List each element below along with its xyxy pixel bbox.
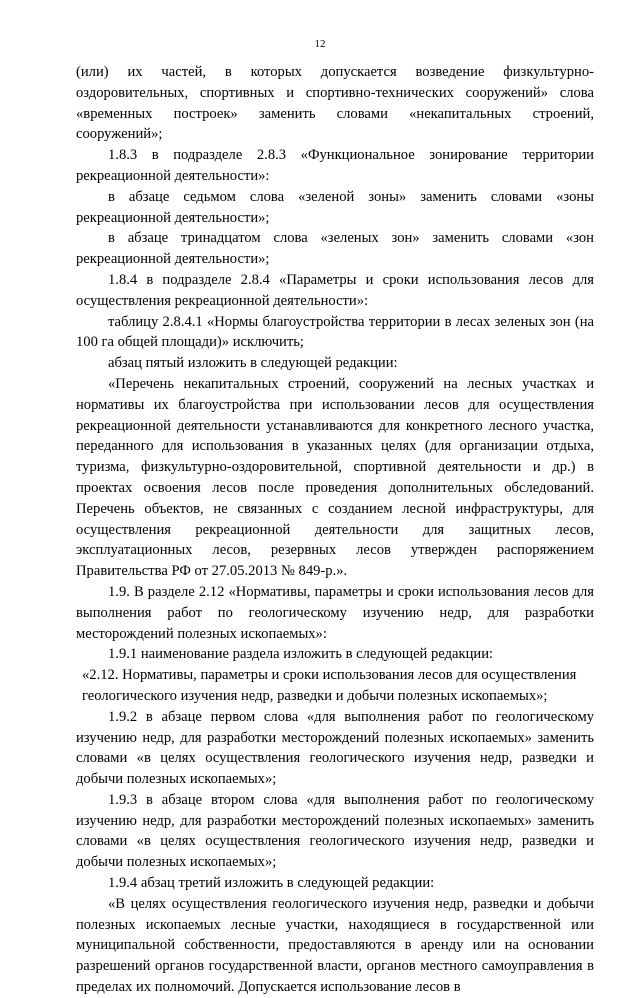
document-body — [76, 62, 594, 998]
paragraph: 1.9. В разделе 2.12 «Нормативы, параметры и сроки использования лесов для выполнения работ по геологическому изучению недр, для разработки месторождений полезных ископаемых»: — [76, 583, 594, 642]
paragraph: в абзаце седьмом слова «зеленой зоны» заменить словами «зоны рекреационной деятельности»; — [76, 188, 594, 226]
paragraph: 1.9.1 наименование раздела изложить в следующей редакции: — [108, 646, 494, 663]
paragraph: 1.9.2 в абзаце первом слова «для выполнения работ по геологическому изучению недр, для разработки месторождений полезных ископаемых» заменить словами «в целях осуществления геологического изучения недр, разведки и добычи полезных ископаемых»; — [76, 708, 594, 788]
paragraph: 1.9.3 в абзаце втором слова «для выполнения работ по геологическому изучению недр, для разработки месторождений полезных ископаемых» заменить словами «в целях осуществления геологического изучения недр, разведки и добычи полезных ископаемых»; — [76, 791, 594, 871]
paragraph: 1.8.4 в подразделе 2.8.4 «Параметры и сроки использования лесов для осуществления рекреационной деятельности»: — [76, 271, 594, 309]
paragraph: абзац пятый изложить в следующей редакции: — [108, 355, 398, 372]
quoted-paragraph: «В целях осуществления геологического изучения недр, разведки и добычи полезных ископаемых лесные участки, находящиеся в государственной или муниципальной собственности, предоставляются в аренду или на основании разрешений органов государственной власти, органов местного самоуправления в пределах их полномочий. Допускается использование лесов в — [76, 895, 594, 996]
paragraph: 1.9.4 абзац третий изложить в следующей редакции: — [108, 875, 435, 892]
paragraph: в абзаце тринадцатом слова «зеленых зон» заменить словами «зон рекреационной деятельности»; — [76, 230, 594, 268]
quoted-paragraph: «Перечень некапитальных строений, сооружений на лесных участках и нормативы их благоустройства при использовании лесов для осуществления рекреационной деятельности устанавливаются для конкретного лесного участка, переданного для использования в указанных целях (для организации отдыха, туризма, физкультурно-оздоровительной, спортивной деятельности и др.) в проектах освоения лесов после проведения дополнительных обследований. Перечень объектов, не связанных с созданием лесной инфраструктуры, для осуществления рекреационной деятельности для защитных лесов, эксплуатационных лесов, резервных лесов утвержден распоряжением Правительства РФ от 27.05.2013 № 849-р.». — [76, 375, 594, 580]
paragraph: таблицу 2.8.4.1 «Нормы благоустройства территории в лесах зеленых зон (на 100 га общей площади)» исключить; — [76, 313, 594, 351]
paragraph: 1.8.3 в подразделе 2.8.3 «Функциональное зонирование территории рекреационной деятельности»: — [76, 147, 594, 184]
paragraph: (или) их частей, в которых допускается возведение физкультурно-оздоровительных, спортивных и спортивно-технических сооружений» слова «временных построек» заменить словами «некапитальных строений, сооружений»; — [76, 64, 594, 143]
page-number: 12 — [314, 38, 326, 50]
section-heading-quote: «2.12. Нормативы, параметры и сроки использования лесов для осуществления геологического изучения недр, разведки и добычи полезных ископаемых»; — [82, 667, 577, 704]
